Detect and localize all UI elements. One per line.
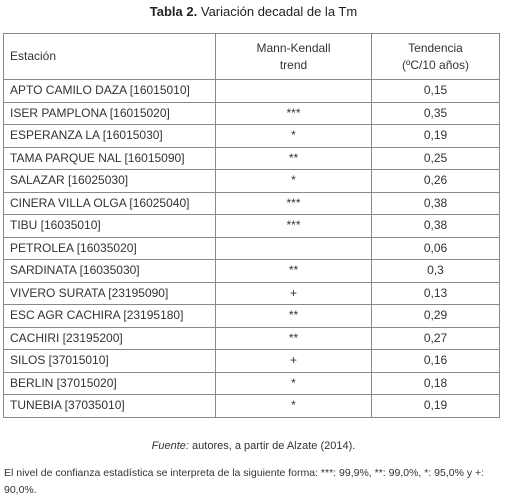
mann-kendall-cell: * [216, 125, 372, 148]
table-row [4, 170, 500, 193]
mann-kendall-cell: *** [216, 192, 372, 215]
mann-kendall-cell: + [216, 282, 372, 305]
station-cell: CACHIRI [23195200] [4, 327, 216, 350]
source-label: Fuente: [151, 440, 189, 452]
station-cell: CINERA VILLA OLGA [16025040] [4, 192, 216, 215]
mann-kendall-cell [216, 80, 372, 103]
mann-kendall-cell: * [216, 170, 372, 193]
caption-title: Variación decadal de la Tm [200, 4, 358, 19]
table-row [4, 237, 500, 260]
table-caption [0, 4, 507, 19]
table-row [4, 327, 500, 350]
table-row [4, 372, 500, 395]
trend-cell: 0,06 [372, 237, 500, 260]
header-tendencia [372, 34, 500, 80]
mann-kendall-cell: ** [216, 305, 372, 328]
table-body [4, 80, 500, 418]
header-mann-kendall [216, 34, 372, 80]
station-cell: PETROLEA [16035020] [4, 237, 216, 260]
mann-kendall-cell [216, 237, 372, 260]
mann-kendall-cell: *** [216, 102, 372, 125]
mann-kendall-cell: ** [216, 147, 372, 170]
trend-cell: 0,19 [372, 395, 500, 418]
mann-kendall-cell: ** [216, 260, 372, 283]
trend-cell: 0,38 [372, 215, 500, 238]
station-cell: TAMA PARQUE NAL [16015090] [4, 147, 216, 170]
station-cell: TIBU [16035010] [4, 215, 216, 238]
mann-kendall-cell: + [216, 350, 372, 373]
trend-cell: 0,25 [372, 147, 500, 170]
trend-cell: 0,18 [372, 372, 500, 395]
station-cell: BERLIN [37015020] [4, 372, 216, 395]
table-row [4, 305, 500, 328]
table-row [4, 350, 500, 373]
table-row [4, 395, 500, 418]
trend-cell: 0,3 [372, 260, 500, 283]
trend-cell: 0,16 [372, 350, 500, 373]
significance-note: El nivel de confianza estadística se interpreta de la siguiente forma: ***: 99,9%, **: 99,0%, *: 95,0% y +: 90,0%. [4, 467, 485, 496]
trend-cell: 0,15 [372, 80, 500, 103]
table-row [4, 102, 500, 125]
mann-kendall-cell: ** [216, 327, 372, 350]
station-cell: ISER PAMPLONA [16015020] [4, 102, 216, 125]
header-station: Estación [4, 34, 216, 80]
table-row [4, 80, 500, 103]
header-trend-line1: Tendencia [408, 40, 463, 55]
table-row [4, 215, 500, 238]
station-cell: TUNEBIA [37035010] [4, 395, 216, 418]
caption-label: Tabla 2. [149, 4, 198, 19]
trend-cell: 0,19 [372, 125, 500, 148]
source-text: autores, a partir de Alzate (2014). [188, 440, 356, 452]
trend-cell: 0,13 [372, 282, 500, 305]
table-source [0, 440, 507, 452]
station-cell: ESPERANZA LA [16015030] [4, 125, 216, 148]
trend-cell: 0,26 [372, 170, 500, 193]
station-cell: SARDINATA [16035030] [4, 260, 216, 283]
table-row [4, 147, 500, 170]
station-cell: SILOS [37015010] [4, 350, 216, 373]
mann-kendall-cell: * [216, 372, 372, 395]
trend-table [3, 33, 500, 418]
table-row [4, 282, 500, 305]
mann-kendall-cell: * [216, 395, 372, 418]
mann-kendall-cell: *** [216, 215, 372, 238]
header-mk-line2: trend [279, 57, 308, 72]
station-cell: SALAZAR [16025030] [4, 170, 216, 193]
header-mk-line1: Mann-Kendall [256, 40, 331, 55]
trend-cell: 0,35 [372, 102, 500, 125]
header-trend-line2: (ºC/10 años) [401, 57, 470, 72]
table-row [4, 125, 500, 148]
header-row [4, 34, 500, 80]
table-row [4, 192, 500, 215]
station-cell: VIVERO SURATA [23195090] [4, 282, 216, 305]
station-cell: ESC AGR CACHIRA [23195180] [4, 305, 216, 328]
trend-cell: 0,27 [372, 327, 500, 350]
trend-cell: 0,38 [372, 192, 500, 215]
trend-cell: 0,29 [372, 305, 500, 328]
table-row [4, 260, 500, 283]
station-cell: APTO CAMILO DAZA [16015010] [4, 80, 216, 103]
